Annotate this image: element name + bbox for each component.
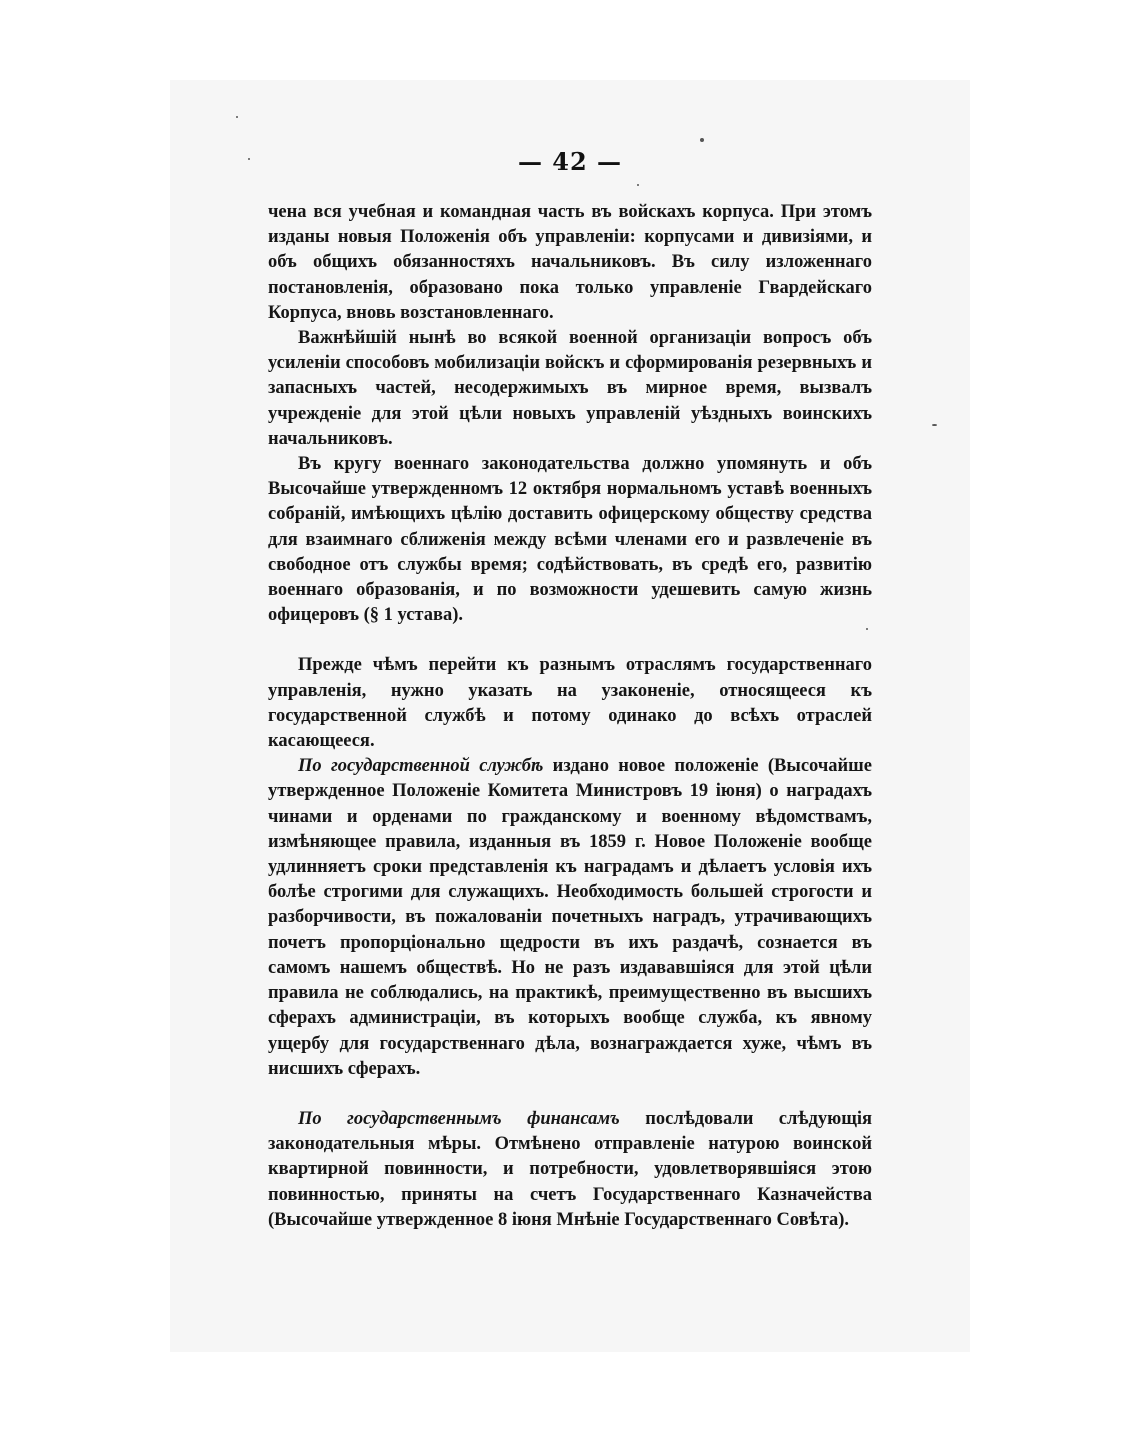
scan-speck <box>866 628 868 630</box>
paragraph-6-heading: По государственнымъ финансамъ <box>298 1108 620 1129</box>
paragraph-5-text: издано новое положеніе (Высочайше утвержденное Положеніе Комитета Министровъ 19 іюня) о наградахъ чинами и орденами по гражданскому и военному вѣдомствамъ, измѣняющее правила, изданныя въ 1859 г. Новое Положеніе вообще удлинняетъ сроки представленія къ наградамъ и дѣлаетъ условія ихъ болѣе строгими для служащихъ. Необходимость большей строгости и разборчивости, въ пожалованіи почетныхъ наградъ, утрачивающихъ почетъ пропорціонально щедрости въ ихъ раздачѣ, сознается въ самомъ нашемъ обществѣ. Но не разъ издававшіяся для этой цѣли правила не соблюдались, на практикѣ, преимущественно въ высшихъ сферахъ администраціи, въ которыхъ вообще служба, къ явному ущербу для государственнаго дѣла, вознаграждается хуже, чѣмъ въ нисшихъ сферахъ. <box>268 756 872 1079</box>
paragraph-2-text: Важнѣйшій нынѣ во всякой военной организаціи вопросъ объ усиленіи способовъ мобилизаціи войскъ и сформированія резервныхъ и запасныхъ частей, несодержимыхъ въ мирное время, вызвалъ учрежденіе для этой цѣли новыхъ управленій уѣздныхъ воинскихъ начальниковъ. <box>268 328 872 449</box>
paragraph-5 <box>268 754 872 1082</box>
scan-speck <box>248 158 250 160</box>
paragraph-4 <box>268 653 872 754</box>
paragraph-1-text: чена вся учебная и командная часть въ войскахъ корпуса. При этомъ изданы новыя Положенія объ управленіи: корпусами и дивизіями, и объ общихъ обязанностяхъ начальниковъ. Въ силу изложеннаго постановленія, образовано пока только управленіе Гвардейскаго Корпуса, вновь возстановленнаго. <box>268 202 872 323</box>
paragraph-4-text: Прежде чѣмъ перейти къ разнымъ отраслямъ государственнаго управленія, нужно указать на узаконеніе, относящееся къ государственной службѣ и потому одинако до всѣхъ отраслей касающееся. <box>268 655 872 752</box>
paragraph-6-text: послѣдовали слѣдующія законодательныя мѣры. Отмѣнено отправленіе натурою воинской квартирной повинности, и потребности, удовлетворявшіяся этою повинностью, приняты на счетъ Государственнаго Казначейства (Высочайше утвержденное 8 іюня Мнѣніе Государственнаго Совѣта). <box>268 1108 872 1230</box>
paragraph-6 <box>268 1107 872 1233</box>
body-text <box>268 200 872 1233</box>
scan-speck <box>637 184 639 186</box>
page-number: — 42 — <box>517 147 623 176</box>
paragraph-2 <box>268 326 872 452</box>
scan-speck <box>700 138 704 142</box>
paragraph-5-heading: По государственной службѣ <box>298 756 544 777</box>
paragraph-3-text: Въ кругу военнаго законодательства должно упомянуть и объ Высочайше утвержденномъ 12 октября нормальномъ уставѣ военныхъ собраній, имѣющихъ цѣлію доставить офицерскому обществу средства для взаимнаго сближенія между всѣми членами его и развлеченіе въ свободное отъ службы время; содѣйствовать, въ средѣ его, развитію военнаго образованія, и по возможности удешевить самую жизнь офицеровъ (§ 1 устава). <box>268 454 872 626</box>
scan-speck <box>932 424 937 426</box>
scan-speck <box>236 116 238 118</box>
paragraph-1 <box>268 200 872 326</box>
paragraph-3 <box>268 452 872 628</box>
